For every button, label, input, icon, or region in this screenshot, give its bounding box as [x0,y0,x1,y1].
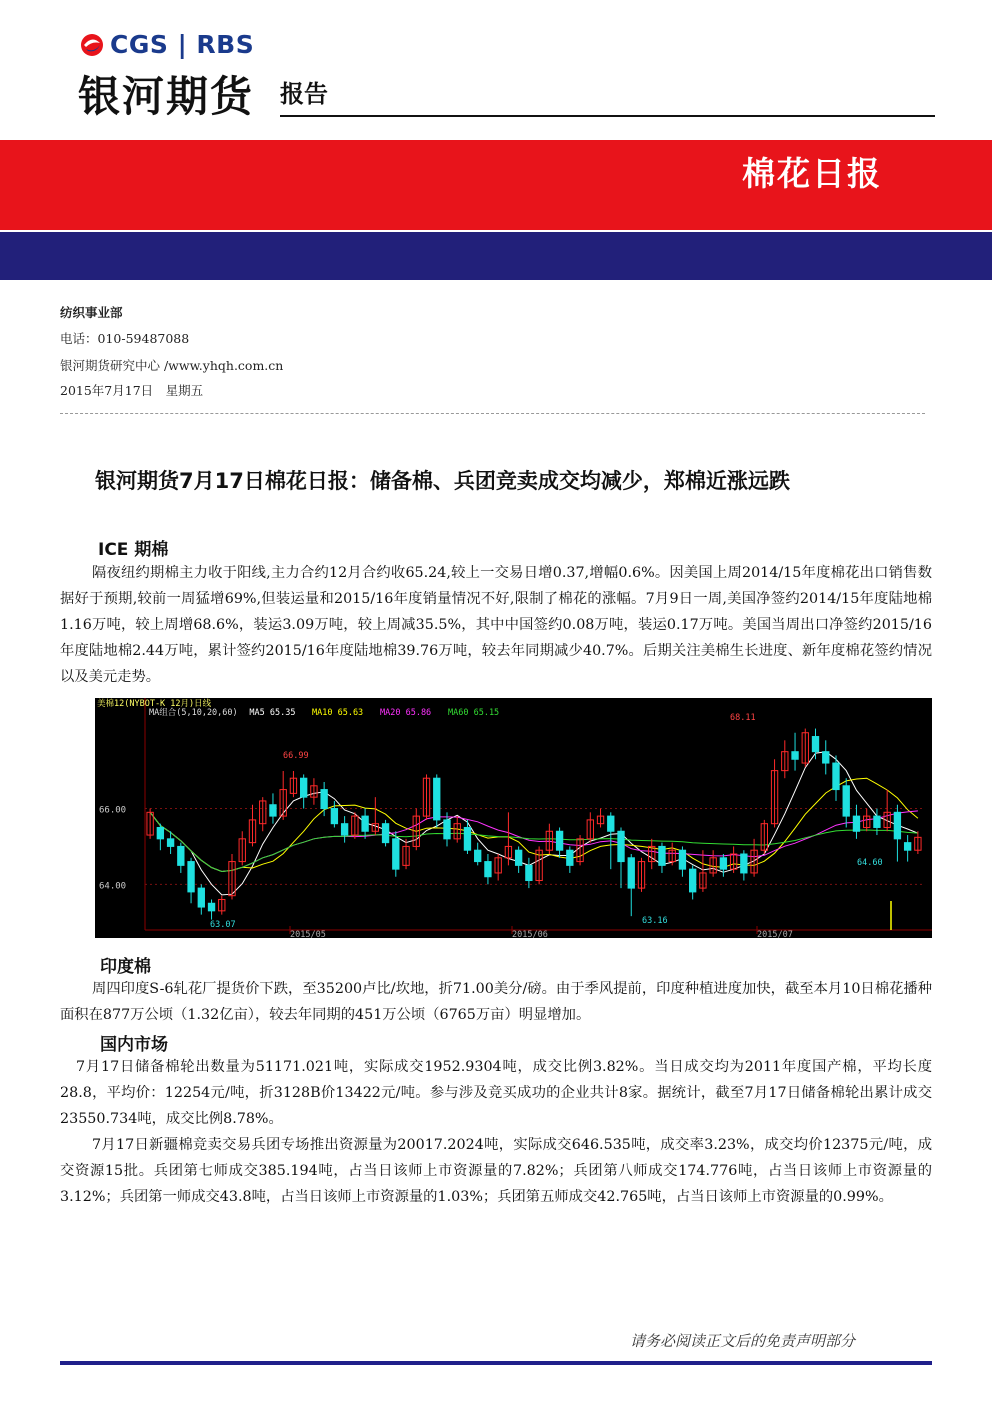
chart-candle-body [475,850,481,861]
department-name: 纺织事业部 [60,305,123,320]
chart-legend-entry: MA10 65.63 [312,708,364,718]
chart-candle-body [904,843,910,851]
chart-legend-entry: MA20 65.86 [380,708,432,718]
chart-candle-body [331,809,337,824]
chart-candle-body [198,888,204,907]
chart-candle-body [608,816,614,831]
banner-title: 棉花日报 [742,154,882,193]
chart-annotation: 68.11 [730,713,756,723]
chart-candle-body [833,763,839,790]
chart-candle-body [720,858,726,869]
navy-banner [0,232,992,280]
footer-divider [60,1361,932,1365]
chart-candle-body [689,869,695,892]
chart-annotation: 63.07 [210,920,236,930]
chart-candle-body [874,816,880,827]
chart-legend-entry: MA60 65.15 [448,708,500,718]
chart-annotation: 66.99 [283,751,309,761]
chart-candle-body [741,854,747,873]
chart-candle-body [556,831,562,850]
chart-candle-body [792,752,798,760]
chart-background [95,698,932,938]
section-heading-india: 印度棉 [100,957,151,977]
chart-candle-body [659,846,665,865]
research-center-link[interactable]: 银河期货研究中心 /www.yhqh.com.cn [60,358,284,373]
chart-candle-body [823,752,829,763]
paragraph-india: 周四印度S-6轧花厂提货价下跌，至35200卢比/坎地，折71.00美分/磅。由于季风提前，印度种植进度加快，截至本月10日棉花播种面积在877万公顷（1.32亿亩），较去年同期的451万公顷（6765万亩）明显增加。 [60,981,932,1023]
disclaimer-note: 请务必阅读正文后的免责声明部分 [630,1332,856,1350]
paragraph-domestic-reserve: 7月17日储备棉轮出数量为51171.021吨，实际成交1952.9304吨，成交比例3.82%。当日成交均为2011年度国产棉，平均长度28.8，平均价：12254元/吨，折3128B价13422元/吨。参与涉及竞买成功的企业共计8家。据统计，截至7月17日储备棉轮出累计成交23550.734吨，成交比例8.78%。 [60,1059,932,1127]
report-date: 2015年7月17日 星期五 [60,383,204,398]
chart-candle-body [208,903,214,911]
chart-annotation: 63.16 [642,916,668,926]
chart-candle-body [434,778,440,820]
cgs-logo-icon [78,33,106,57]
chart-candle-body [628,858,634,888]
chart-y-tick-label: 64.00 [99,881,127,892]
chart-candle-body [188,862,194,892]
chart-candle-body [843,786,849,816]
chart-candle-body [464,827,470,850]
chart-candle-body [362,816,368,831]
chart-candle-body [444,820,450,839]
chart-y-tick-label: 66.00 [99,805,127,816]
chart-candle-body [393,839,399,869]
cotton-futures-chart [95,698,932,938]
chart-candle-body [321,790,327,809]
logo-english: CGS | RBS [110,30,255,59]
chart-x-tick-label: 2015/07 [757,930,793,938]
article-title: 银河期货7月17日棉花日报：储备棉、兵团竞卖成交均减少，郑棉近涨远跌 [95,469,790,493]
chart-candle-body [515,850,521,865]
chart-candle-body [167,839,173,847]
report-type-label: 报告 [280,80,328,108]
chart-candle-body [567,850,573,865]
phone-number: 电话：010-59487088 [60,331,190,346]
chart-x-tick-label: 2015/06 [512,930,548,938]
chart-annotation: 64.60 [857,858,883,868]
chart-legend-entry: MA组合(5,10,20,60) [149,708,238,718]
chart-candle-body [157,827,163,838]
chart-x-tick-label: 2015/05 [290,930,326,938]
chart-legend-entry: MA5 65.35 [249,708,296,718]
chart-candle-body [382,824,388,843]
chart-candle-body [679,850,685,869]
paragraph-ice: 隔夜纽约期棉主力收于阳线,主力合约12月合约收65.24,较上一交易日增0.37,增幅0.6%。因美国上周2014/15年度棉花出口销售数据好于预期,较前一周猛增69%,但装运量和2015/16年度销量情况不好,限制了棉花的涨幅。7月9日一周,美国净签约2014/15年度陆地棉1.16万吨，较上周增68.6%，装运3.09万吨，较上周减35.5%，其中中国签约0.08万吨，装运0.17万吨。美国当周出口净签约2015/16年度陆地棉2.44万吨，累计签约2015/16年度陆地棉39.76万吨，较去年同期减少40.7%。后期关注美棉生长进度、新年度棉花签约情况以及美元走势。 [60,565,932,685]
chart-candle-body [300,778,306,797]
dashed-divider [60,413,925,414]
chart-candle-body [812,737,818,752]
chart-candle-body [894,812,900,839]
section-heading-ice: ICE 期棉 [98,540,169,560]
logo-chinese: 银河期货 [78,72,255,121]
section-heading-domestic: 国内市场 [100,1035,168,1055]
header-divider [280,115,935,117]
chart-candle-body [270,805,276,816]
chart-candle-body [178,846,184,865]
chart-candle-body [485,862,491,877]
chart-title: 美棉12(NYBOT-K 12月)日线 [97,699,212,709]
chart-candle-body [526,865,532,880]
chart-candle-body [618,831,624,861]
chart-candle-body [341,824,347,835]
paragraph-domestic-xinjiang: 7月17日新疆棉竞卖交易兵团专场推出资源量为20017.2024吨，实际成交646.535吨，成交率3.23%，成交均价12375元/吨，成交资源15批。兵团第七师成交385.194吨，占当日该师上市资源量的7.82%；兵团第八师成交174.776吨，占当日该师上市资源量的3.12%；兵团第一师成交43.8吨，占当日该师上市资源量的1.03%；兵团第五师成交42.765吨，占当日该师上市资源量的0.99%。 [60,1137,932,1205]
chart-candle-body [853,816,859,831]
